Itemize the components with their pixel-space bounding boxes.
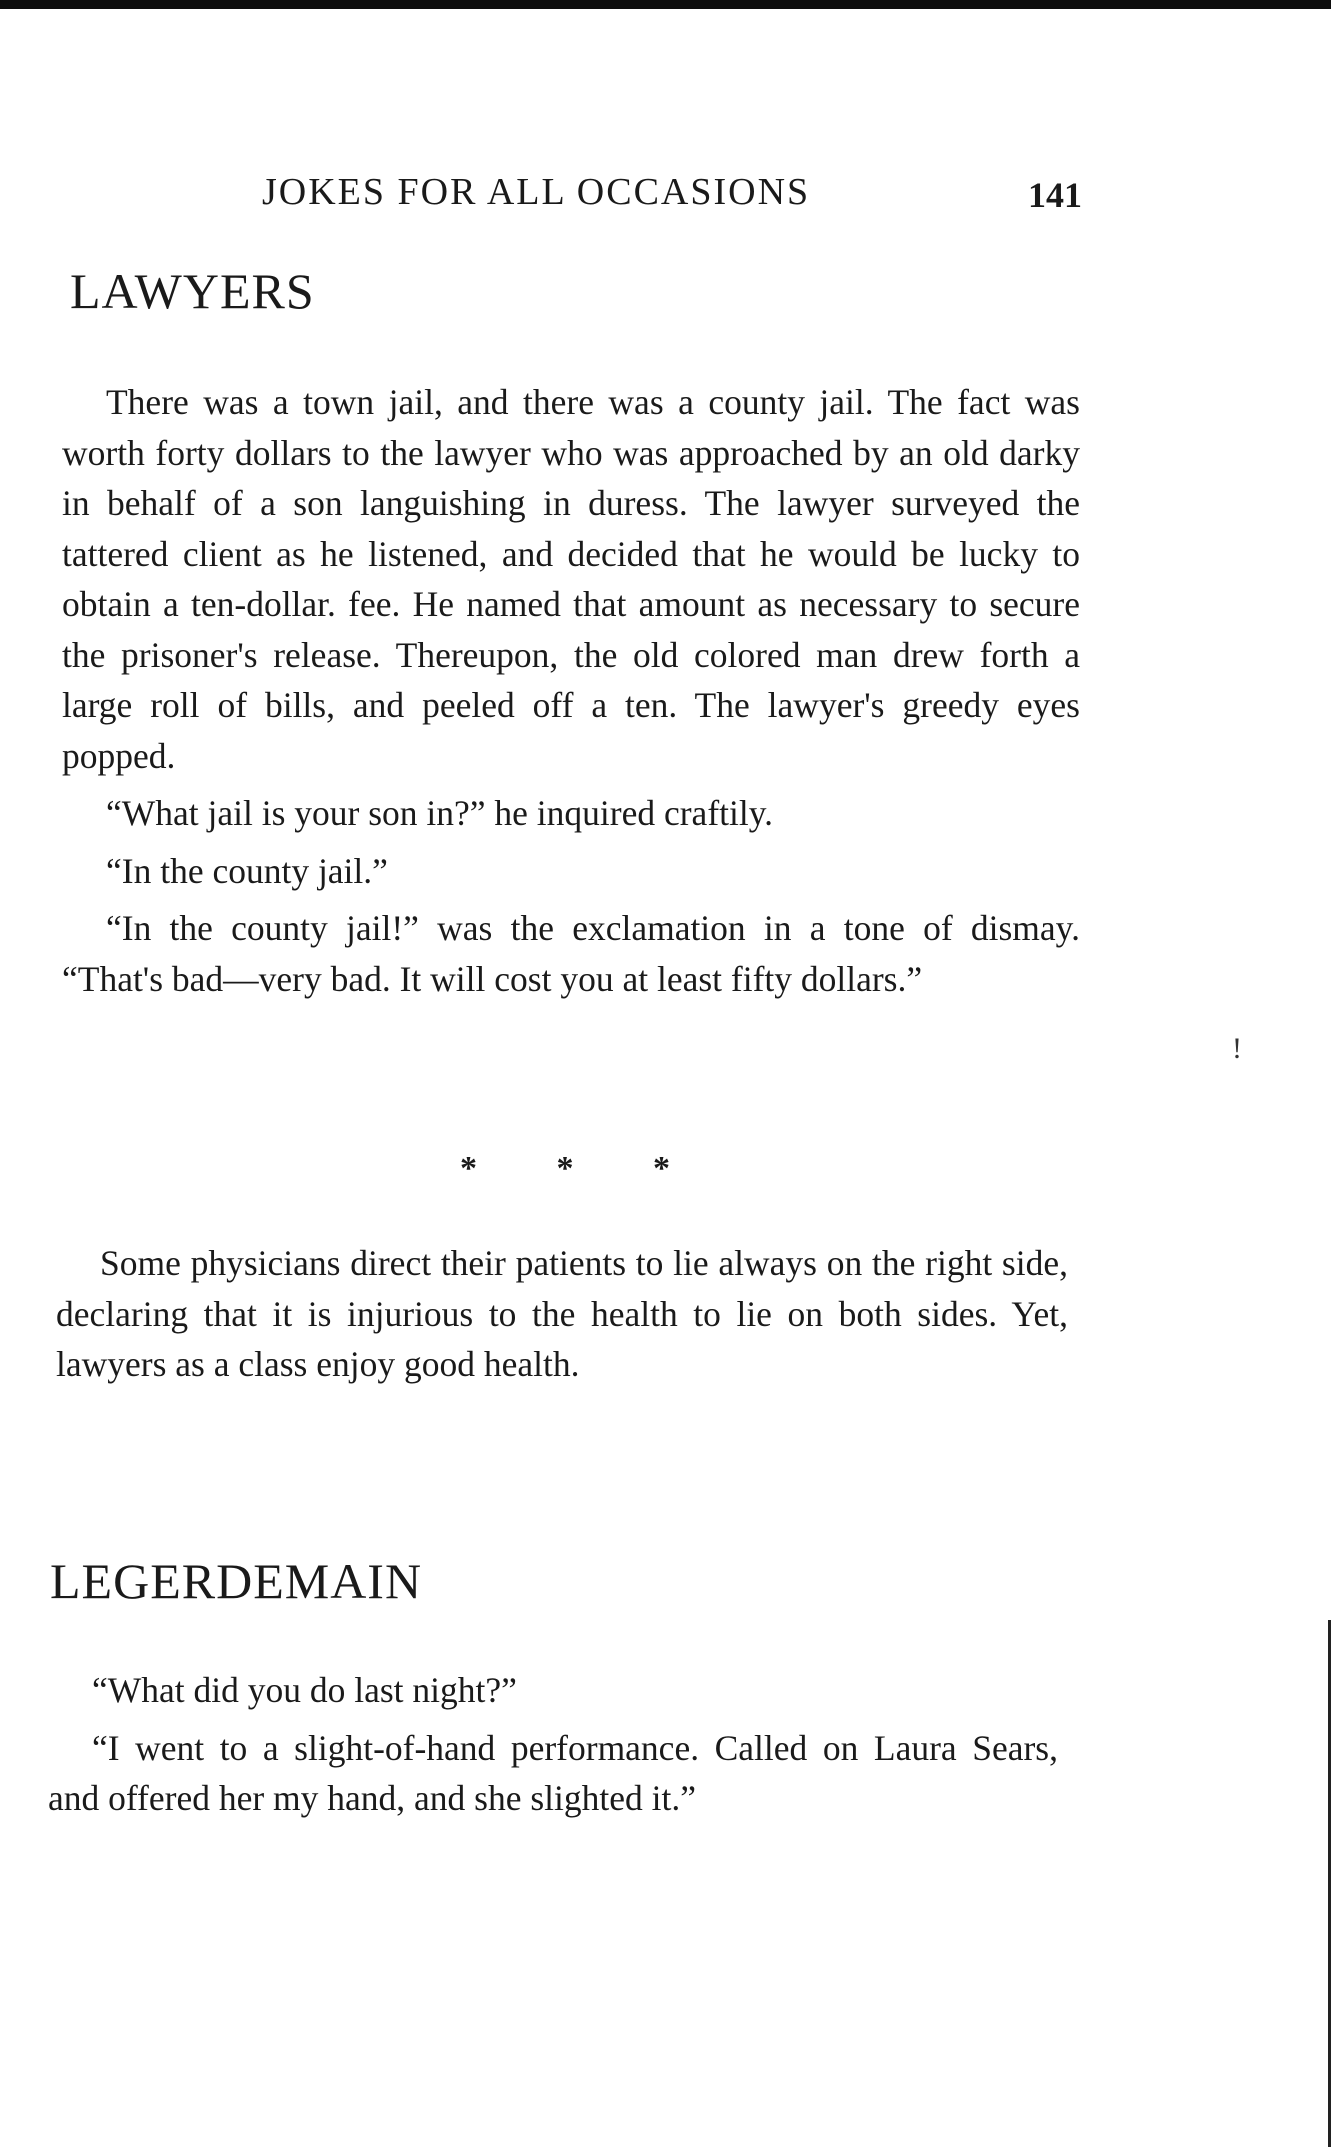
asterisk: * [556,1150,574,1187]
lawyers-text [62,377,1080,1011]
stray-ink-mark: ! [1232,1032,1242,1065]
asterisk: * [460,1150,477,1187]
paragraph: “What jail is your son in?” he inquired craftily. [106,793,774,833]
page-number: 141 [1028,175,1082,215]
section-heading-lawyers: LAWYERS [70,263,315,319]
running-title: JOKES FOR ALL OCCASIONS [262,171,811,213]
running-header [262,170,1082,220]
asterisk: * [653,1150,670,1187]
paragraph: “In the county jail.” [106,850,388,891]
paragraph: There was a town jail, and there was a county jail. The fact was worth forty dollars to the lawyer who was approached by an old darky in behalf of a son languishing in duress. The lawyer surveyed the tattered client as he listened, and decided that he would be lucky to obtain a ten-dollar. fee. He named that amount as necessary to secure the prisoner's release. Thereupon, the old colored man drew forth a large roll of bills, and peeled off a ten. The lawyer's greedy eyes popped. [62,382,1080,776]
paragraph: “I went to a slight-of-hand performance. Called on Laura Sears, and offered her my hand, and she slighted it.” [48,1727,1058,1818]
legerdemain-text [48,1665,1058,1831]
section-heading-legerdemain: LEGERDEMAIN [50,1553,423,1609]
physicians-text [56,1238,1068,1397]
paragraph: Some physicians direct their patients to lie always on the right side, declaring that it is injurious to the health to lie on both sides. Yet, lawyers as a class enjoy good health. [56,1243,1068,1384]
section-separator [460,1150,670,1188]
paragraph: “What did you do last night?” [92,1670,517,1710]
paragraph: “In the county jail!” was the exclamation in a tone of dismay. “That's bad—very bad. It will cost you at least fifty dollars.” [62,908,1080,999]
